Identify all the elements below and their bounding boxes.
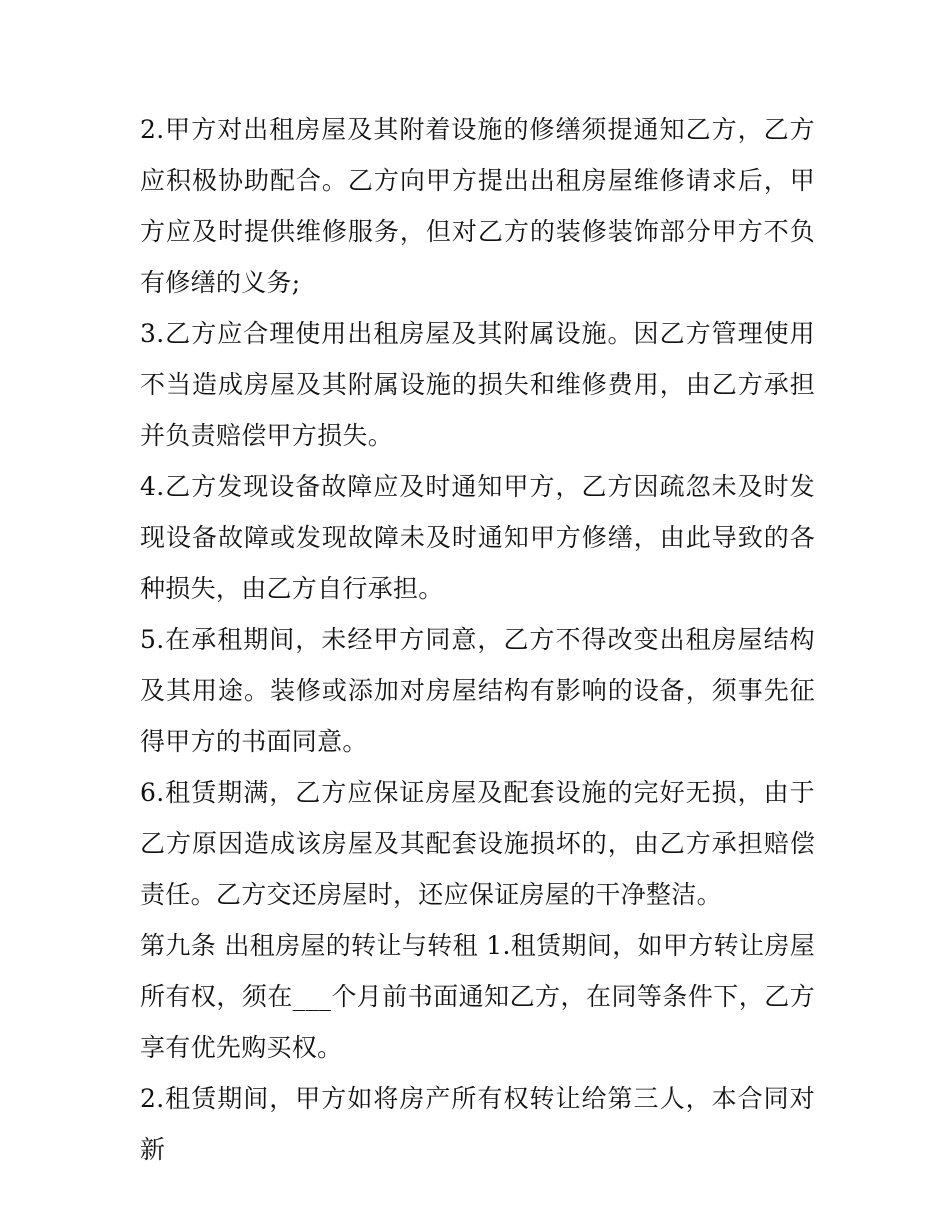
clause-structure-change: 5.在承租期间，未经甲方同意，乙方不得改变出租房屋结构及其用途。装修或添加对房屋结构有影响的设备，须事先征得甲方的书面同意。 bbox=[140, 625, 815, 756]
document-body bbox=[140, 104, 815, 1175]
clause-equipment-failure: 4.乙方发现设备故障应及时通知甲方，乙方因疏忽未及时发现设备故障或发现故障未及时通知甲方修缮，由此导致的各种损失，由乙方自行承担。 bbox=[140, 472, 815, 603]
article-nine-transfer: 第九条 出租房屋的转让与转租 1.租赁期间，如甲方转让房屋所有权，须在___个月前书面通知乙方，在同等条件下，乙方享有优先购买权。 bbox=[140, 931, 815, 1062]
clause-repair-obligation: 2.甲方对出租房屋及其附着设施的修缮须提通知乙方，乙方应积极协助配合。乙方向甲方提出出租房屋维修请求后，甲方应及时提供维修服务，但对乙方的装修装饰部分甲方不负有修缮的义务; bbox=[140, 115, 815, 297]
clause-lease-expiry: 6.租赁期满，乙方应保证房屋及配套设施的完好无损，由于乙方原因造成该房屋及其配套设施损坏的，由乙方承担赔偿责任。乙方交还房屋时，还应保证房屋的干净整洁。 bbox=[140, 778, 815, 909]
clause-proper-use: 3.乙方应合理使用出租房屋及其附属设施。因乙方管理使用不当造成房屋及其附属设施的损失和维修费用，由乙方承担并负责赔偿甲方损失。 bbox=[140, 319, 815, 450]
clause-ownership-transfer: 2.租赁期间，甲方如将房产所有权转让给第三人，本合同对新 bbox=[140, 1084, 815, 1164]
